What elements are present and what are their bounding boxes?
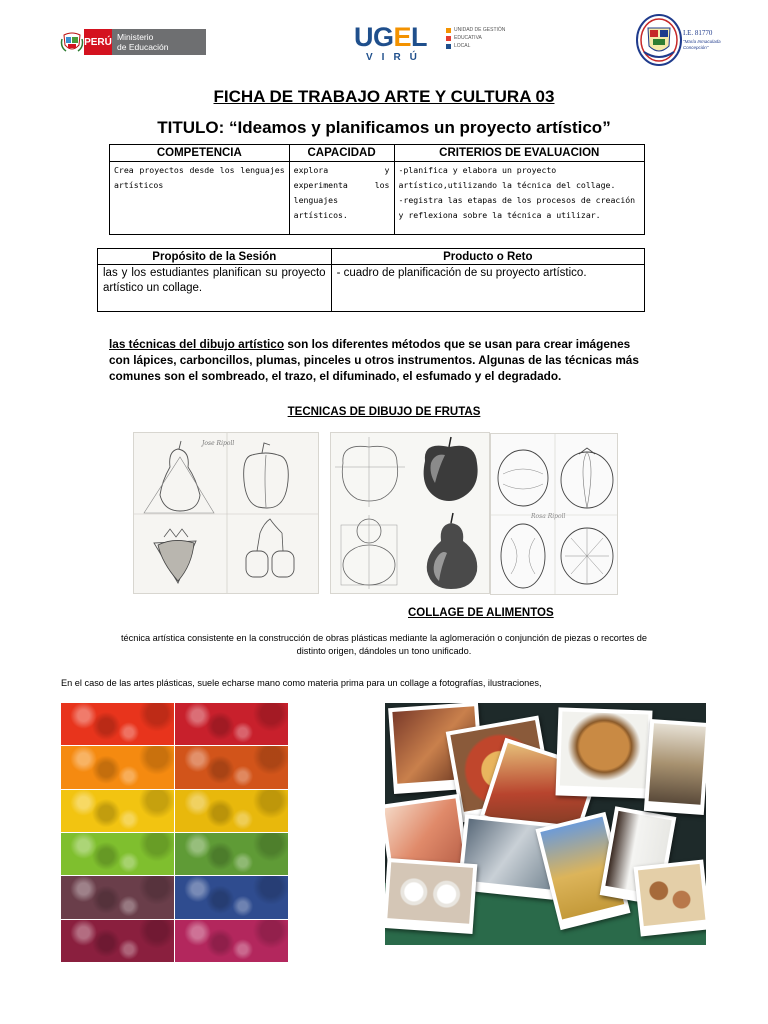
- ugel-city: VIRÚ: [366, 52, 426, 63]
- cell-producto: - cuadro de planificación de su proyecto artístico.: [331, 265, 644, 312]
- svg-text:Rosa Ripoll: Rosa Ripoll: [531, 513, 566, 520]
- collage-description: técnica artística consistente en la construcción de obras plásticas mediante la aglomeración o conjunción de piezas o recortes de distinto origen, dándoles un tono unificado.: [120, 633, 648, 656]
- header-capacidad: CAPACIDAD: [289, 145, 394, 162]
- svg-text:Jose Ripoll: Jose Ripoll: [202, 440, 235, 447]
- table-row: [110, 162, 645, 235]
- produce-cell: [175, 790, 288, 832]
- produce-cell: [175, 703, 288, 745]
- peru-label: PERÚ: [84, 29, 112, 55]
- school-name: I.E. 81770: [683, 29, 713, 37]
- produce-cell: [175, 833, 288, 875]
- cell-proposito: las y los estudiantes planifican su proyecto artístico un collage.: [98, 265, 332, 312]
- produce-cell: [61, 790, 174, 832]
- produce-cell: [175, 876, 288, 918]
- ugel-description: UNIDAD DE GESTIÓN EDUCATIVA LOCAL: [446, 26, 516, 50]
- table-row: [98, 265, 645, 312]
- produce-cell: [61, 746, 174, 788]
- school-subtitle: "María Inmaculada Concepción": [683, 39, 721, 50]
- page-title: FICHA DE TRABAJO ARTE Y CULTURA 03: [213, 87, 555, 106]
- ugel-viru-logo: [354, 22, 514, 66]
- school-seal-icon: [636, 14, 682, 66]
- collage-heading: COLLAGE DE ALIMENTOS: [408, 607, 554, 619]
- techniques-body: son los diferentes métodos que se usan para crear imágenes con lápices, carboncillos, plumas, pinceles u otros instrumentos. Algunas de las técnicas más comunes son el sombreado, el trazo, el difuminado, el esfumado y el degradado.: [109, 337, 639, 383]
- fruit-sketches-image: [133, 432, 319, 594]
- competency-table: [109, 144, 645, 235]
- produce-cell: [61, 876, 174, 918]
- header-competencia: COMPETENCIA: [110, 145, 290, 162]
- citrus-sketches-image: [490, 433, 618, 595]
- peru-coat-of-arms-icon: [60, 29, 84, 55]
- table-header-row: [98, 249, 645, 265]
- techniques-lead: las técnicas del dibujo artístico: [109, 337, 285, 351]
- produce-cell: [61, 703, 174, 745]
- techniques-paragraph: [109, 336, 647, 384]
- header-proposito: Propósito de la Sesión: [98, 249, 332, 265]
- plastic-arts-text: En el caso de las artes plásticas, suele echarse mano como materia prima para un collage a fotografías, ilustraciones,: [61, 678, 542, 688]
- cell-capacidad: explora y experimenta los lenguajes artísticos.: [289, 162, 394, 235]
- peru-ministry-logo: [60, 29, 206, 55]
- ministry-label: Ministerio de Educación: [112, 29, 206, 55]
- purpose-table: [97, 248, 645, 312]
- ugel-brand: UGEL: [354, 22, 428, 52]
- table-header-row: [110, 145, 645, 162]
- collage-photo-muffin: [555, 707, 652, 798]
- collage-photo-nuts: [634, 860, 706, 937]
- produce-cell: [175, 746, 288, 788]
- produce-cell: [175, 920, 288, 962]
- fruit-drawing-heading: TECNICAS DE DIBUJO DE FRUTAS: [287, 406, 481, 418]
- produce-cell: [61, 833, 174, 875]
- apple-pear-drawing-image: [330, 432, 490, 594]
- school-logo: [636, 14, 730, 68]
- produce-cell: [61, 920, 174, 962]
- food-collage-image: [385, 703, 706, 945]
- header-criterios: CRITERIOS DE EVALUACION: [394, 145, 645, 162]
- header-producto: Producto o Reto: [331, 249, 644, 265]
- collage-photo-eggs: [385, 858, 477, 934]
- cell-criterios: -planifica y elabora un proyecto artístico,utilizando la técnica del collage. -registra las etapas de los procesos de creación y reflexiona sobre la técnica a utilizar.: [394, 162, 645, 235]
- cell-competencia: Crea proyectos desde los lenguajes artísticos: [110, 162, 290, 235]
- page-subtitle: TITULO: “Ideamos y planificamos un proyecto artístico”: [157, 118, 611, 137]
- produce-rainbow-image: [61, 703, 288, 962]
- collage-photo-shop: [644, 719, 706, 815]
